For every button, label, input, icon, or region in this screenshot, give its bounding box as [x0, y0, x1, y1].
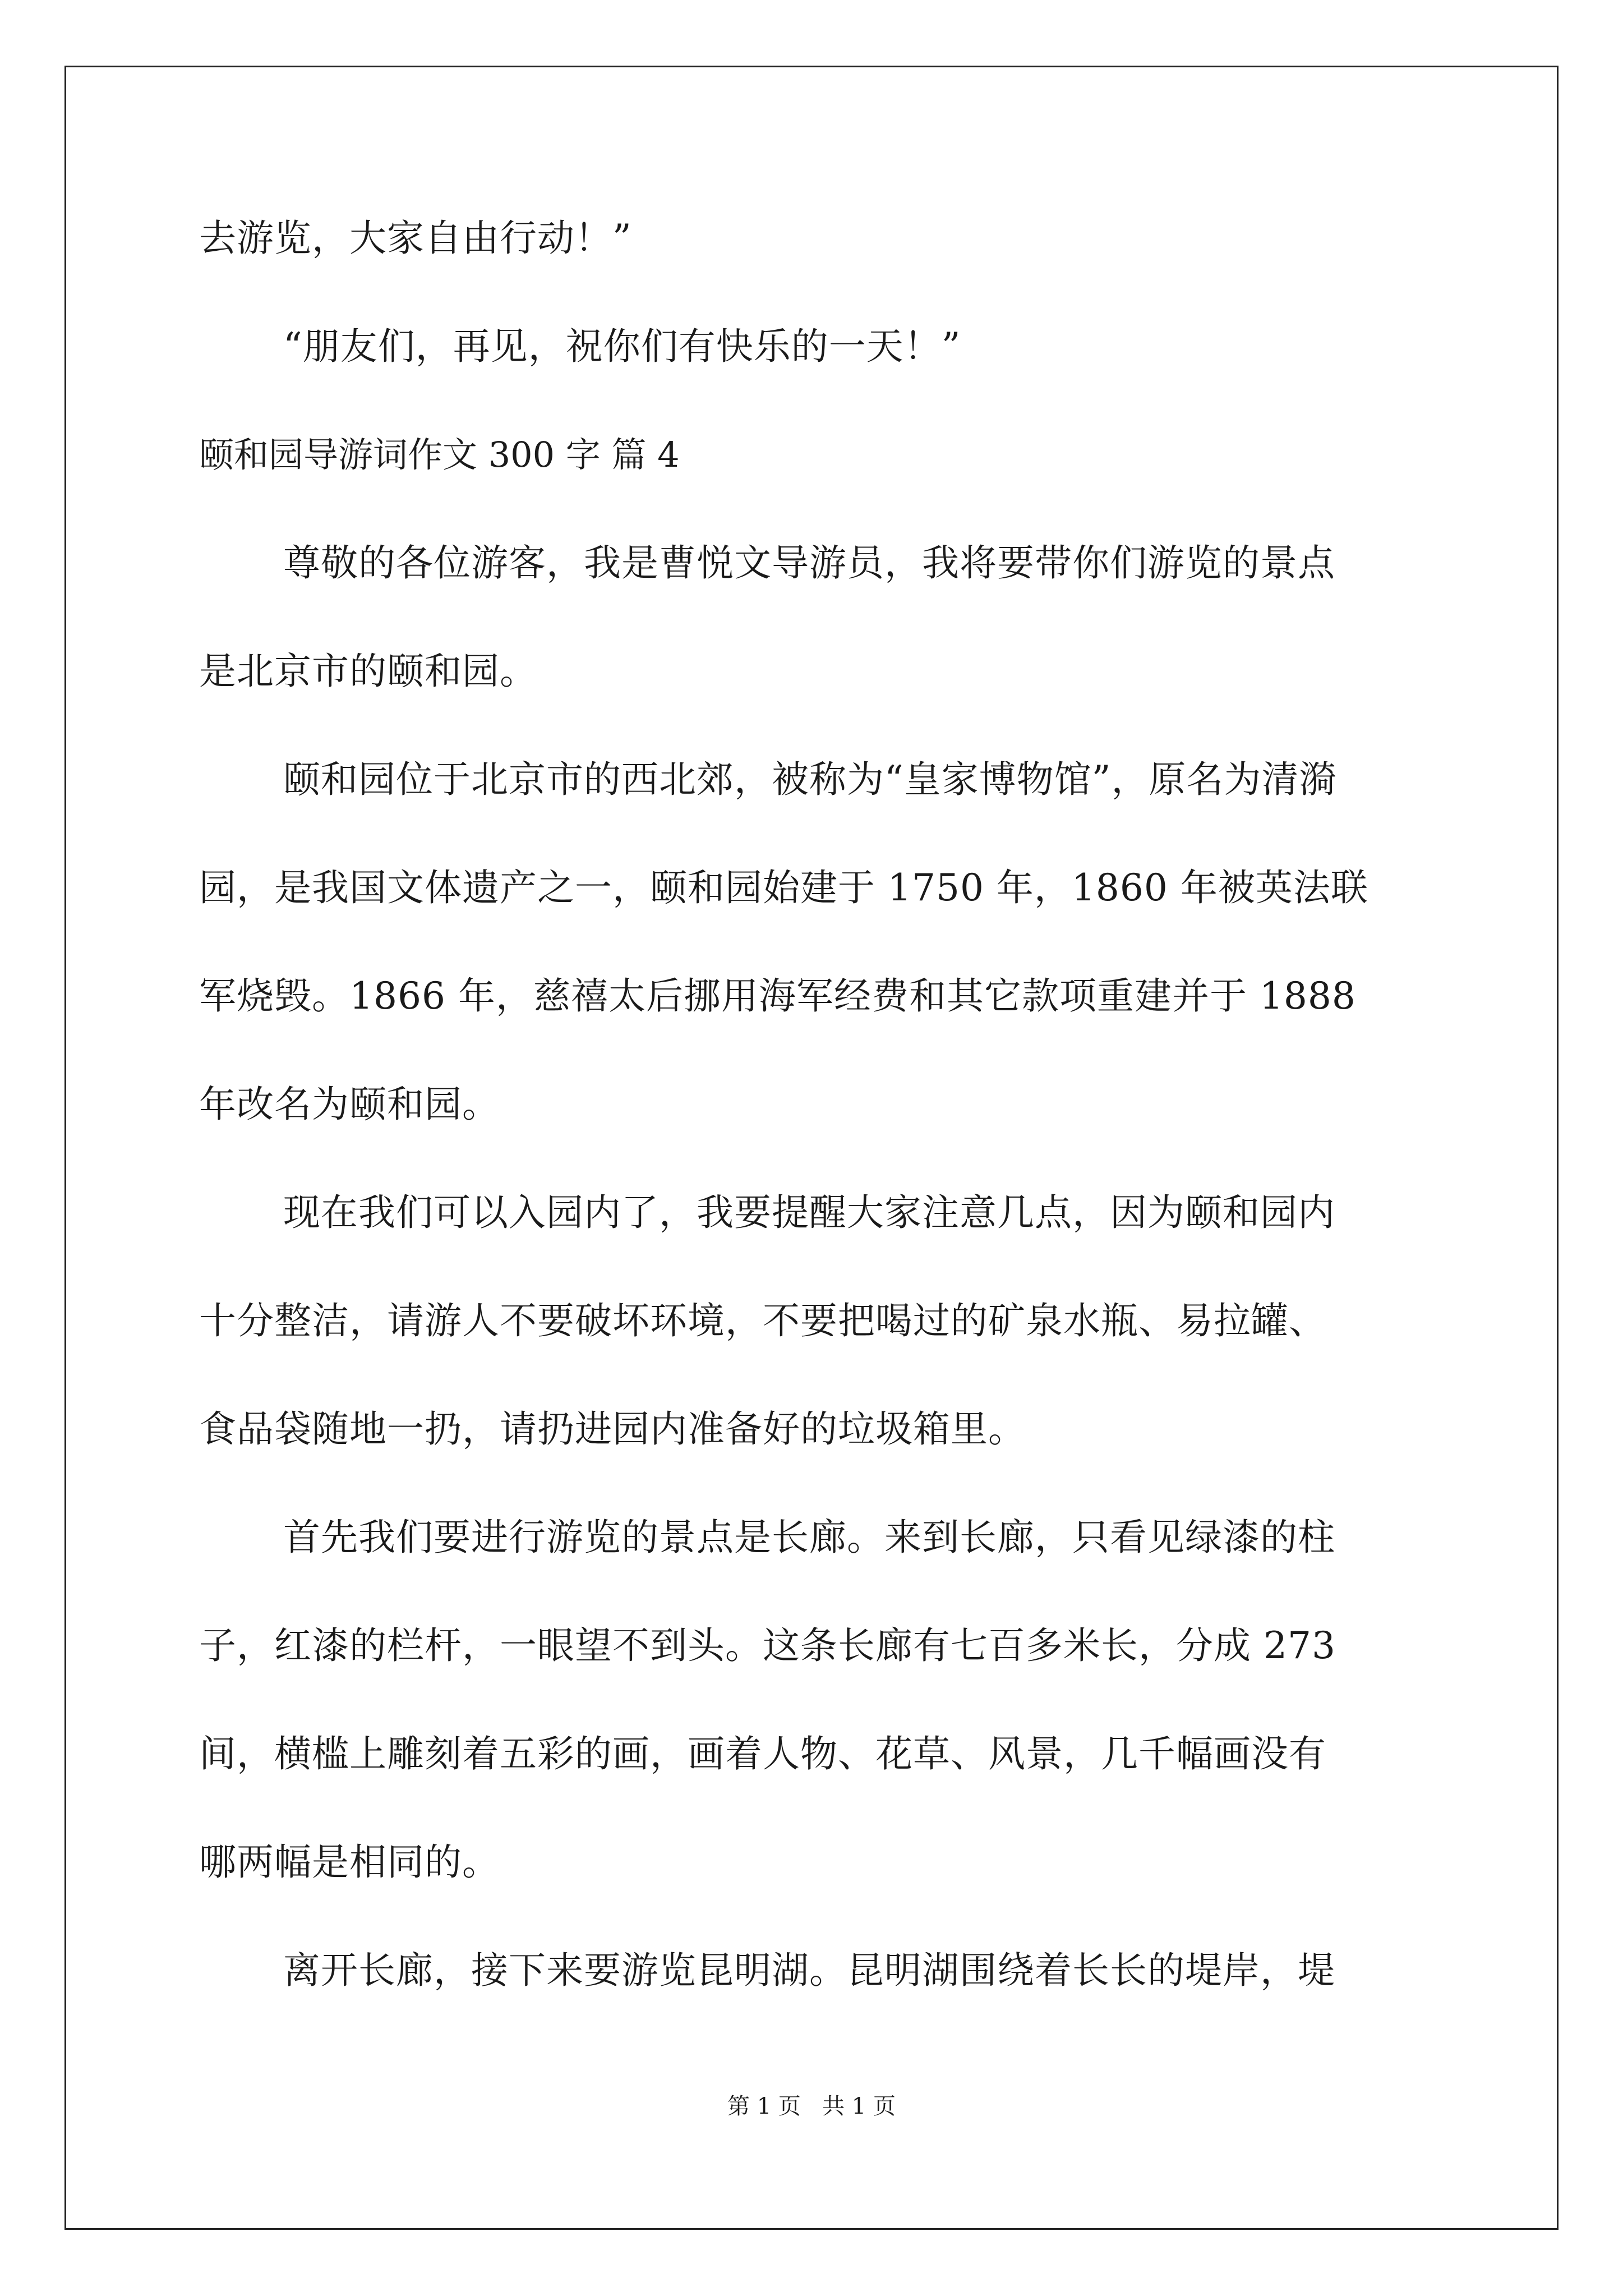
paragraph-line: 是北京市的颐和园。 [199, 650, 537, 693]
text-line: 去游览，大家自由行动！” [199, 217, 632, 260]
paragraph-line: 子，红漆的栏杆，一眼望不到头。这条长廊有七百多米长，分成 273 [199, 1624, 1336, 1667]
paragraph-line: 间，横槛上雕刻着五彩的画，画着人物、花草、风景，几千幅画没有 [199, 1732, 1326, 1775]
text-line: “朋友们，再见，祝你们有快乐的一天！” [283, 325, 961, 368]
paragraph-line: 首先我们要进行游览的景点是长廊。来到长廊，只看见绿漆的柱 [283, 1516, 1335, 1559]
paragraph-line: 现在我们可以入园内了，我要提醒大家注意几点，因为颐和园内 [283, 1191, 1335, 1234]
page-number-footer: 第 1 页 共 1 页 [727, 2093, 896, 2119]
page-border [64, 66, 1559, 2230]
section-heading: 颐和园导游词作文 300 字 篇 4 [199, 434, 680, 475]
paragraph-line: 尊敬的各位游客，我是曹悦文导游员，我将要带你们游览的景点 [283, 541, 1335, 585]
paragraph-line: 食品袋随地一扔，请扔进园内准备好的垃圾箱里。 [199, 1407, 1026, 1451]
paragraph-line: 十分整洁，请游人不要破坏环境，不要把喝过的矿泉水瓶、易拉罐、 [199, 1299, 1326, 1342]
paragraph-line: 离开长廊，接下来要游览昆明湖。昆明湖围绕着长长的堤岸，堤 [283, 1949, 1335, 1992]
paragraph-line: 军烧毁。1866 年，慈禧太后挪用海军经费和其它款项重建并于 1888 [199, 974, 1356, 1018]
paragraph-line: 哪两幅是相同的。 [199, 1841, 500, 1884]
paragraph-line: 颐和园位于北京市的西北郊，被称为“皇家博物馆”，原名为清漪 [283, 758, 1337, 801]
paragraph-line: 年改名为颐和园。 [199, 1083, 500, 1126]
paragraph-line: 园，是我国文体遗产之一，颐和园始建于 1750 年，1860 年被英法联 [199, 866, 1368, 909]
